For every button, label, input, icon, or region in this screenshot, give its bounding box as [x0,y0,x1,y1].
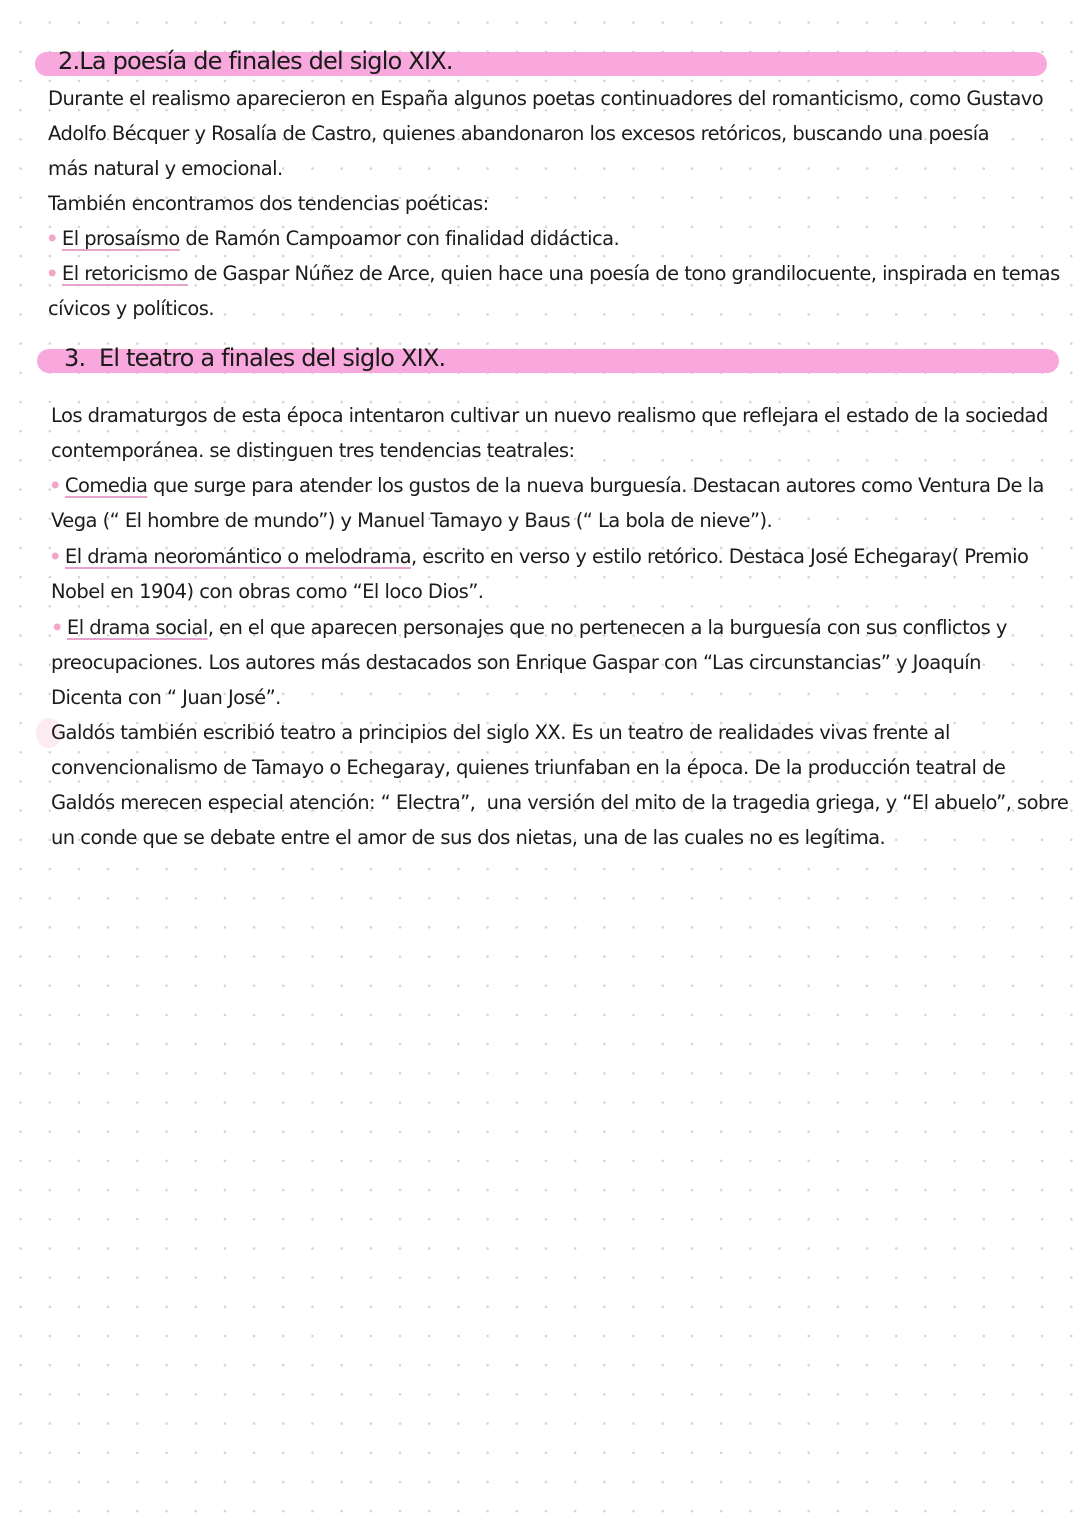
bullet-icon: • [49,545,61,568]
list-item-text: que surge para atender los gustos de la nueva burguesía. Destacan autores como Ventura De la [147,474,1044,497]
list-item-continuation: preocupaciones. Los autores más destacados son Enrique Gaspar con “Las circunstancias” y Joaquín [51,651,981,674]
bullet-icon: • [46,262,58,285]
list-item-text: , escrito en verso y estilo retórico. Destaca José Echegaray( Premio [410,545,1029,568]
list-item-prosaismo [46,227,619,251]
list-item-text: de Ramón Campoamor con finalidad didáctica. [179,227,620,250]
section-3-intro-line: Los dramaturgos de esta época intentaron cultivar un nuevo realismo que reflejara el estado de la sociedad [51,404,1048,427]
bullet-icon: • [51,616,63,639]
section-3-intro-line: contemporánea. se distinguen tres tendencias teatrales: [51,439,575,462]
term-drama-neoromantico: El drama neoromántico o melodrama [64,545,411,568]
galdos-paragraph-line: un conde que se debate entre el amor de sus dos nietas, una de las cuales no es legítima. [51,826,886,849]
list-item-drama-social [51,616,1007,640]
term-prosaismo: El prosaísmo [61,227,180,250]
list-item-continuation: Dicenta con “ Juan José”. [51,686,281,709]
section-2-paragraph-line: Durante el realismo aparecieron en España algunos poetas continuadores del romanticismo, como Gustavo [48,87,1044,110]
term-drama-social: El drama social [66,616,208,639]
list-item-text: de Gaspar Núñez de Arce, quien hace una poesía de tono grandilocuente, inspirada en temas [187,262,1060,285]
bullet-icon: • [49,474,61,497]
section-2-paragraph-line: más natural y emocional. [48,157,283,180]
section-2-paragraph-line: Adolfo Bécquer y Rosalía de Castro, quienes abandonaron los excesos retóricos, buscando una poesía [48,122,990,145]
list-item-continuation: cívicos y políticos. [48,297,215,320]
section-2-title: 2.La poesía de finales del siglo XIX. [58,47,453,75]
galdos-paragraph-line: Galdós merecen especial atención: “ Electra”, una versión del mito de la tragedia griega, y “El abuelo”, sobre [51,791,1069,814]
galdos-paragraph-line: convencionalismo de Tamayo o Echegaray, quienes triunfaban en la época. De la producción teatral de [51,756,1006,779]
list-item-retoricismo [46,262,1060,286]
galdos-paragraph-line: Galdós también escribió teatro a principios del siglo XX. Es un teatro de realidades vivas frente al [51,721,950,744]
list-item-continuation: Vega (“ El hombre de mundo”) y Manuel Tamayo y Baus (“ La bola de nieve”). [51,509,773,532]
section-3-title: 3. El teatro a finales del siglo XIX. [64,344,446,372]
list-item-comedia [49,474,1044,498]
list-item-drama-neoromantico [49,545,1028,569]
section-2-intro: También encontramos dos tendencias poéticas: [48,192,489,215]
term-comedia: Comedia [64,474,148,497]
list-item-text: , en el que aparecen personajes que no pertenecen a la burguesía con sus conflictos y [207,616,1007,639]
term-retoricismo: El retoricismo [61,262,188,285]
bullet-icon: • [46,227,58,250]
list-item-continuation: Nobel en 1904) con obras como “El loco Dios”. [51,580,484,603]
